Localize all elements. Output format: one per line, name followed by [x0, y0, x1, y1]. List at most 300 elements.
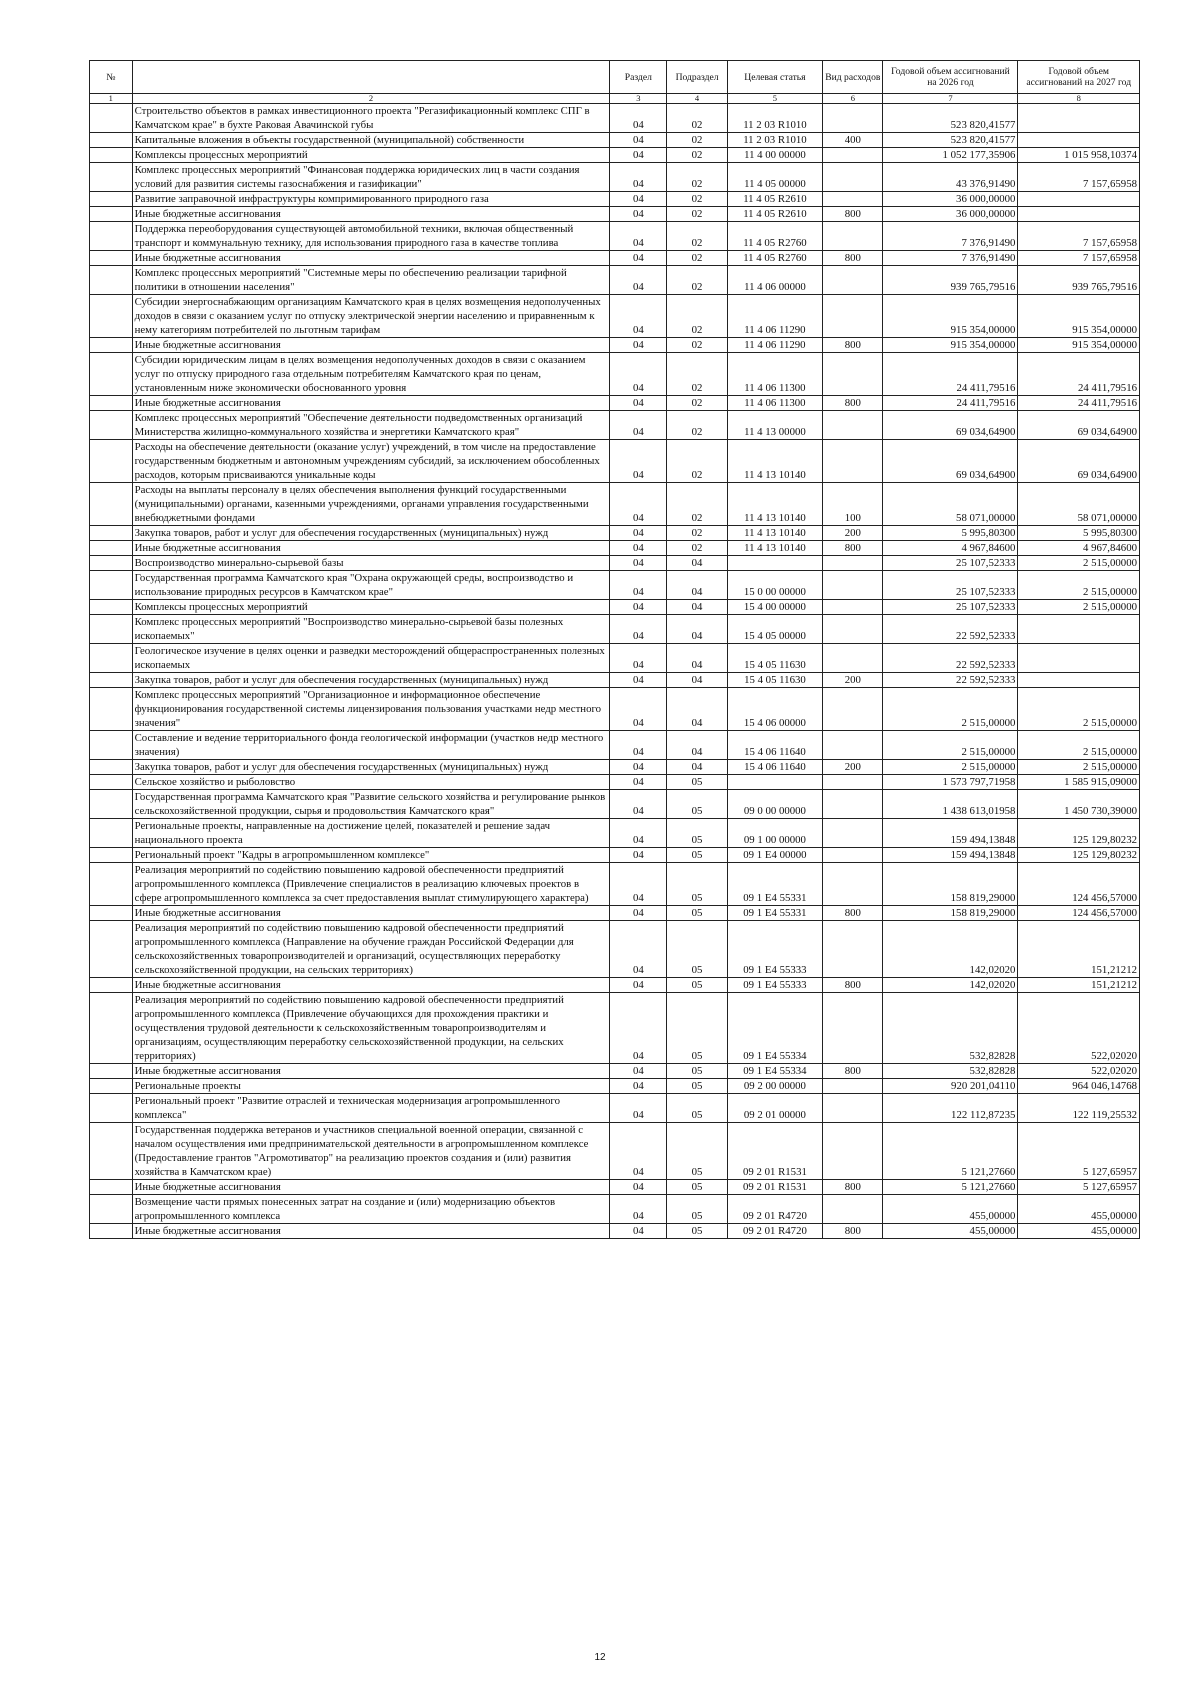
amount-2026: 523 820,41577 — [883, 104, 1018, 133]
amount-2026: 158 819,29000 — [883, 863, 1018, 906]
podrazdel-cell: 02 — [667, 266, 727, 295]
amount-2027: 151,21212 — [1018, 921, 1140, 978]
amount-2027: 24 411,79516 — [1018, 353, 1140, 396]
table-row — [90, 863, 1140, 906]
csr-cell: 09 1 00 00000 — [727, 819, 823, 848]
item-name: Сельское хозяйство и рыболовство — [132, 775, 610, 790]
item-name: Капитальные вложения в объекты государственной (муниципальной) собственности — [132, 133, 610, 148]
row-number-cell — [90, 819, 133, 848]
amount-2027: 5 127,65957 — [1018, 1180, 1140, 1195]
row-number-cell — [90, 338, 133, 353]
podrazdel-cell: 02 — [667, 251, 727, 266]
row-number-cell — [90, 1094, 133, 1123]
amount-2027 — [1018, 673, 1140, 688]
podrazdel-cell: 02 — [667, 148, 727, 163]
table-row — [90, 978, 1140, 993]
amount-2027: 124 456,57000 — [1018, 906, 1140, 921]
razdel-cell: 04 — [610, 1094, 667, 1123]
table-row — [90, 1224, 1140, 1239]
amount-2027: 58 071,00000 — [1018, 483, 1140, 526]
razdel-cell: 04 — [610, 440, 667, 483]
razdel-cell: 04 — [610, 571, 667, 600]
csr-cell: 09 1 E4 00000 — [727, 848, 823, 863]
table-row — [90, 1079, 1140, 1094]
podrazdel-cell: 02 — [667, 440, 727, 483]
header-csr: Целевая статья — [727, 61, 823, 94]
table-row — [90, 222, 1140, 251]
table-row — [90, 133, 1140, 148]
csr-cell — [727, 775, 823, 790]
row-number-cell — [90, 440, 133, 483]
razdel-cell: 04 — [610, 790, 667, 819]
header-2027: Годовой объем ассигнований на 2027 год — [1018, 61, 1140, 94]
amount-2026: 22 592,52333 — [883, 615, 1018, 644]
csr-cell: 15 0 00 00000 — [727, 571, 823, 600]
podrazdel-cell: 04 — [667, 673, 727, 688]
table-row — [90, 396, 1140, 411]
vr-cell — [823, 1079, 883, 1094]
amount-2026: 5 121,27660 — [883, 1180, 1018, 1195]
csr-cell: 09 2 01 R1531 — [727, 1180, 823, 1195]
csr-cell: 11 4 06 11290 — [727, 338, 823, 353]
podrazdel-cell: 05 — [667, 1064, 727, 1079]
column-number: 3 — [610, 94, 667, 104]
razdel-cell: 04 — [610, 295, 667, 338]
amount-2027 — [1018, 615, 1140, 644]
amount-2027: 2 515,00000 — [1018, 571, 1140, 600]
row-number-cell — [90, 863, 133, 906]
podrazdel-cell: 04 — [667, 556, 727, 571]
razdel-cell: 04 — [610, 163, 667, 192]
amount-2027: 2 515,00000 — [1018, 556, 1140, 571]
column-number: 8 — [1018, 94, 1140, 104]
csr-cell: 11 4 05 R2610 — [727, 192, 823, 207]
vr-cell: 800 — [823, 251, 883, 266]
vr-cell — [823, 266, 883, 295]
podrazdel-cell: 02 — [667, 526, 727, 541]
table-row — [90, 644, 1140, 673]
vr-cell — [823, 1123, 883, 1180]
row-number-cell — [90, 688, 133, 731]
amount-2026: 2 515,00000 — [883, 731, 1018, 760]
csr-cell: 11 2 03 R1010 — [727, 104, 823, 133]
amount-2026: 4 967,84600 — [883, 541, 1018, 556]
csr-cell: 11 4 05 R2610 — [727, 207, 823, 222]
item-name: Государственная программа Камчатского края "Развитие сельского хозяйства и регулирование рынков сельскохозяйственной продукции, сырья и продовольствия Камчатского края" — [132, 790, 610, 819]
table-row — [90, 440, 1140, 483]
table-row — [90, 1094, 1140, 1123]
csr-cell: 09 2 01 R4720 — [727, 1195, 823, 1224]
row-number-cell — [90, 526, 133, 541]
table-row — [90, 207, 1140, 222]
vr-cell — [823, 192, 883, 207]
row-number-cell — [90, 600, 133, 615]
amount-2026: 2 515,00000 — [883, 760, 1018, 775]
amount-2027: 2 515,00000 — [1018, 600, 1140, 615]
razdel-cell: 04 — [610, 673, 667, 688]
csr-cell: 11 4 06 11300 — [727, 396, 823, 411]
item-name: Комплексы процессных мероприятий — [132, 148, 610, 163]
amount-2026: 69 034,64900 — [883, 440, 1018, 483]
table-row — [90, 251, 1140, 266]
vr-cell — [823, 615, 883, 644]
row-number-cell — [90, 251, 133, 266]
vr-cell — [823, 353, 883, 396]
razdel-cell: 04 — [610, 993, 667, 1064]
amount-2027: 7 157,65958 — [1018, 222, 1140, 251]
row-number-cell — [90, 295, 133, 338]
item-name: Комплекс процессных мероприятий "Воспроизводство минерально-сырьевой базы полезных ископаемых" — [132, 615, 610, 644]
amount-2026: 1 573 797,71958 — [883, 775, 1018, 790]
header-razdel: Раздел — [610, 61, 667, 94]
item-name: Расходы на обеспечение деятельности (оказание услуг) учреждений, в том числе на предоставление государственным бюджетным и автономным учреждениям субсидий, за исключением обособленных расходов, которым присваиваются уникальные коды — [132, 440, 610, 483]
item-name: Иные бюджетные ассигнования — [132, 396, 610, 411]
vr-cell: 800 — [823, 906, 883, 921]
csr-cell: 11 4 13 10140 — [727, 440, 823, 483]
amount-2027 — [1018, 192, 1140, 207]
csr-cell: 09 2 00 00000 — [727, 1079, 823, 1094]
item-name: Региональный проект "Развитие отраслей и техническая модернизация агропромышленного комплекса" — [132, 1094, 610, 1123]
row-number-cell — [90, 353, 133, 396]
csr-cell: 11 4 05 R2760 — [727, 222, 823, 251]
vr-cell: 200 — [823, 673, 883, 688]
row-number-cell — [90, 163, 133, 192]
table-row — [90, 163, 1140, 192]
page-number: 12 — [594, 1652, 606, 1663]
item-name: Составление и ведение территориального фонда геологической информации (участков недр местного значения) — [132, 731, 610, 760]
vr-cell: 400 — [823, 133, 883, 148]
razdel-cell: 04 — [610, 819, 667, 848]
amount-2027: 964 046,14768 — [1018, 1079, 1140, 1094]
amount-2026: 43 376,91490 — [883, 163, 1018, 192]
vr-cell — [823, 688, 883, 731]
amount-2026: 7 376,91490 — [883, 251, 1018, 266]
amount-2026: 455,00000 — [883, 1224, 1018, 1239]
podrazdel-cell: 05 — [667, 790, 727, 819]
table-row — [90, 526, 1140, 541]
razdel-cell: 04 — [610, 1079, 667, 1094]
amount-2027: 1 015 958,10374 — [1018, 148, 1140, 163]
table-row — [90, 192, 1140, 207]
table-row — [90, 295, 1140, 338]
csr-cell: 15 4 06 00000 — [727, 688, 823, 731]
vr-cell — [823, 863, 883, 906]
amount-2026: 939 765,79516 — [883, 266, 1018, 295]
amount-2027: 522,02020 — [1018, 1064, 1140, 1079]
row-number-cell — [90, 571, 133, 600]
table-row — [90, 411, 1140, 440]
amount-2026: 22 592,52333 — [883, 644, 1018, 673]
amount-2027: 455,00000 — [1018, 1224, 1140, 1239]
razdel-cell: 04 — [610, 921, 667, 978]
item-name: Иные бюджетные ассигнования — [132, 251, 610, 266]
item-name: Региональный проект "Кадры в агропромышленном комплексе" — [132, 848, 610, 863]
table-row — [90, 775, 1140, 790]
item-name: Иные бюджетные ассигнования — [132, 1180, 610, 1195]
header-row — [90, 61, 1140, 94]
amount-2027: 455,00000 — [1018, 1195, 1140, 1224]
podrazdel-cell: 04 — [667, 731, 727, 760]
razdel-cell: 04 — [610, 863, 667, 906]
vr-cell: 800 — [823, 541, 883, 556]
razdel-cell: 04 — [610, 133, 667, 148]
vr-cell: 100 — [823, 483, 883, 526]
item-name: Государственная поддержка ветеранов и участников специальной военной операции, связанной с началом осуществления ими предпринимательской деятельности в агропромышленном комплексе (Предоставление грантов "Агромотиватор" на реализацию проектов создания и (или) развития хозяйства в Камчатском крае) — [132, 1123, 610, 1180]
item-name: Поддержка переоборудования существующей автомобильной техники, включая общественный транспорт и коммунальную технику, для использования природного газа в качестве топлива — [132, 222, 610, 251]
podrazdel-cell: 04 — [667, 644, 727, 673]
row-number-cell — [90, 222, 133, 251]
table-row — [90, 790, 1140, 819]
vr-cell — [823, 411, 883, 440]
item-name: Воспроизводство минерально-сырьевой базы — [132, 556, 610, 571]
item-name: Субсидии энергоснабжающим организациям Камчатского края в целях возмещения недополученных доходов в связи с оказанием услуг по отпуску электрической энергии населению и приравненным к нему категориям потребителей по льготным тарифам — [132, 295, 610, 338]
item-name: Комплекс процессных мероприятий "Системные меры по обеспечению реализации тарифной политики в отношении населения" — [132, 266, 610, 295]
podrazdel-cell: 02 — [667, 222, 727, 251]
razdel-cell: 04 — [610, 251, 667, 266]
vr-cell — [823, 993, 883, 1064]
amount-2027: 522,02020 — [1018, 993, 1140, 1064]
item-name: Иные бюджетные ассигнования — [132, 906, 610, 921]
podrazdel-cell: 05 — [667, 848, 727, 863]
table-row — [90, 556, 1140, 571]
csr-cell: 09 2 01 00000 — [727, 1094, 823, 1123]
csr-cell: 15 4 06 11640 — [727, 731, 823, 760]
row-number-cell — [90, 411, 133, 440]
csr-cell: 11 2 03 R1010 — [727, 133, 823, 148]
item-name: Развитие заправочной инфраструктуры компримированного природного газа — [132, 192, 610, 207]
razdel-cell: 04 — [610, 222, 667, 251]
amount-2027: 122 119,25532 — [1018, 1094, 1140, 1123]
item-name: Возмещение части прямых понесенных затрат на создание и (или) модернизацию объектов агропромышленного комплекса — [132, 1195, 610, 1224]
razdel-cell: 04 — [610, 978, 667, 993]
item-name: Закупка товаров, работ и услуг для обеспечения государственных (муниципальных) нужд — [132, 526, 610, 541]
razdel-cell: 04 — [610, 688, 667, 731]
amount-2027: 125 129,80232 — [1018, 819, 1140, 848]
amount-2027: 24 411,79516 — [1018, 396, 1140, 411]
item-name: Геологическое изучение в целях оценки и разведки месторождений общераспространенных полезных ископаемых — [132, 644, 610, 673]
razdel-cell: 04 — [610, 1224, 667, 1239]
header-podrazdel: Подраздел — [667, 61, 727, 94]
amount-2026: 532,82828 — [883, 993, 1018, 1064]
amount-2027: 7 157,65958 — [1018, 251, 1140, 266]
table-row — [90, 600, 1140, 615]
row-number-cell — [90, 266, 133, 295]
row-number-cell — [90, 906, 133, 921]
razdel-cell: 04 — [610, 556, 667, 571]
amount-2027: 939 765,79516 — [1018, 266, 1140, 295]
amount-2027: 2 515,00000 — [1018, 760, 1140, 775]
csr-cell: 15 4 00 00000 — [727, 600, 823, 615]
podrazdel-cell: 05 — [667, 978, 727, 993]
amount-2027: 1 585 915,09000 — [1018, 775, 1140, 790]
razdel-cell: 04 — [610, 266, 667, 295]
vr-cell — [823, 921, 883, 978]
vr-cell: 800 — [823, 207, 883, 222]
amount-2026: 25 107,52333 — [883, 556, 1018, 571]
csr-cell: 11 4 13 10140 — [727, 541, 823, 556]
amount-2027: 1 450 730,39000 — [1018, 790, 1140, 819]
razdel-cell: 04 — [610, 1195, 667, 1224]
amount-2026: 532,82828 — [883, 1064, 1018, 1079]
podrazdel-cell: 02 — [667, 295, 727, 338]
column-number: 6 — [823, 94, 883, 104]
row-number-cell — [90, 396, 133, 411]
csr-cell: 11 4 05 R2760 — [727, 251, 823, 266]
amount-2027 — [1018, 644, 1140, 673]
podrazdel-cell: 05 — [667, 921, 727, 978]
table-row — [90, 104, 1140, 133]
table-row — [90, 906, 1140, 921]
amount-2026: 25 107,52333 — [883, 600, 1018, 615]
amount-2026: 920 201,04110 — [883, 1079, 1018, 1094]
row-number-cell — [90, 644, 133, 673]
table-row — [90, 1180, 1140, 1195]
podrazdel-cell: 02 — [667, 353, 727, 396]
row-number-cell — [90, 541, 133, 556]
amount-2027: 5 995,80300 — [1018, 526, 1140, 541]
podrazdel-cell: 05 — [667, 993, 727, 1064]
amount-2026: 69 034,64900 — [883, 411, 1018, 440]
amount-2027: 69 034,64900 — [1018, 411, 1140, 440]
row-number-cell — [90, 790, 133, 819]
item-name: Иные бюджетные ассигнования — [132, 541, 610, 556]
podrazdel-cell: 05 — [667, 906, 727, 921]
podrazdel-cell: 02 — [667, 396, 727, 411]
podrazdel-cell: 05 — [667, 1094, 727, 1123]
amount-2027 — [1018, 207, 1140, 222]
amount-2027: 69 034,64900 — [1018, 440, 1140, 483]
vr-cell — [823, 440, 883, 483]
row-number-cell — [90, 192, 133, 207]
amount-2026: 36 000,00000 — [883, 192, 1018, 207]
razdel-cell: 04 — [610, 541, 667, 556]
csr-cell: 15 4 05 11630 — [727, 673, 823, 688]
vr-cell — [823, 1094, 883, 1123]
razdel-cell: 04 — [610, 644, 667, 673]
item-name: Реализация мероприятий по содействию повышению кадровой обеспеченности предприятий агропромышленного комплекса (Направление на обучение граждан Российской Федерации для сельскохозяйственных товаропроизводителей и организаций, осуществляющих переработку сельскохозяйственной продукции, на сельских территориях) — [132, 921, 610, 978]
row-number-cell — [90, 148, 133, 163]
row-number-cell — [90, 978, 133, 993]
item-name: Региональные проекты — [132, 1079, 610, 1094]
row-number-cell — [90, 207, 133, 222]
table-row — [90, 1195, 1140, 1224]
column-number: 5 — [727, 94, 823, 104]
amount-2026: 5 121,27660 — [883, 1123, 1018, 1180]
table-row — [90, 571, 1140, 600]
podrazdel-cell: 05 — [667, 1224, 727, 1239]
header-2026: Годовой объем ассигнований на 2026 год — [883, 61, 1018, 94]
table-row — [90, 615, 1140, 644]
table-row — [90, 921, 1140, 978]
table-row — [90, 338, 1140, 353]
podrazdel-cell: 02 — [667, 163, 727, 192]
vr-cell — [823, 571, 883, 600]
amount-2027: 4 967,84600 — [1018, 541, 1140, 556]
vr-cell — [823, 775, 883, 790]
podrazdel-cell: 05 — [667, 1195, 727, 1224]
vr-cell: 800 — [823, 338, 883, 353]
vr-cell — [823, 295, 883, 338]
item-name: Закупка товаров, работ и услуг для обеспечения государственных (муниципальных) нужд — [132, 760, 610, 775]
razdel-cell: 04 — [610, 906, 667, 921]
row-number-cell — [90, 1224, 133, 1239]
vr-cell — [823, 163, 883, 192]
amount-2026: 2 515,00000 — [883, 688, 1018, 731]
podrazdel-cell: 05 — [667, 1123, 727, 1180]
csr-cell: 11 4 06 00000 — [727, 266, 823, 295]
amount-2027: 2 515,00000 — [1018, 731, 1140, 760]
row-number-cell — [90, 1123, 133, 1180]
razdel-cell: 04 — [610, 207, 667, 222]
csr-cell: 09 1 E4 55333 — [727, 978, 823, 993]
table-row — [90, 1064, 1140, 1079]
table-row — [90, 848, 1140, 863]
amount-2027: 151,21212 — [1018, 978, 1140, 993]
amount-2026: 7 376,91490 — [883, 222, 1018, 251]
amount-2027: 125 129,80232 — [1018, 848, 1140, 863]
vr-cell: 800 — [823, 1224, 883, 1239]
csr-cell — [727, 556, 823, 571]
amount-2026: 1 438 613,01958 — [883, 790, 1018, 819]
podrazdel-cell: 02 — [667, 541, 727, 556]
podrazdel-cell: 02 — [667, 411, 727, 440]
razdel-cell: 04 — [610, 338, 667, 353]
vr-cell: 800 — [823, 978, 883, 993]
vr-cell — [823, 644, 883, 673]
item-name: Реализация мероприятий по содействию повышению кадровой обеспеченности предприятий агропромышленного комплекса (Привлечение обучающихся для прохождения практики и осуществления трудовой деятельности к сельскохозяйственным товаропроизводителям и организациям, осуществляющим переработку сельскохозяйственной продукции, на сельских территориях) — [132, 993, 610, 1064]
row-number-cell — [90, 848, 133, 863]
vr-cell — [823, 148, 883, 163]
podrazdel-cell: 05 — [667, 819, 727, 848]
row-number-cell — [90, 1079, 133, 1094]
item-name: Комплексы процессных мероприятий — [132, 600, 610, 615]
vr-cell: 800 — [823, 1064, 883, 1079]
vr-cell — [823, 556, 883, 571]
amount-2027: 124 456,57000 — [1018, 863, 1140, 906]
row-number-cell — [90, 104, 133, 133]
table-row — [90, 760, 1140, 775]
podrazdel-cell: 05 — [667, 775, 727, 790]
amount-2026: 24 411,79516 — [883, 396, 1018, 411]
podrazdel-cell: 02 — [667, 483, 727, 526]
podrazdel-cell: 04 — [667, 615, 727, 644]
item-name: Закупка товаров, работ и услуг для обеспечения государственных (муниципальных) нужд — [132, 673, 610, 688]
podrazdel-cell: 04 — [667, 571, 727, 600]
item-name: Иные бюджетные ассигнования — [132, 1224, 610, 1239]
razdel-cell: 04 — [610, 192, 667, 207]
podrazdel-cell: 05 — [667, 863, 727, 906]
item-name: Реализация мероприятий по содействию повышению кадровой обеспеченности предприятий агропромышленного комплекса (Привлечение специалистов в реализацию ключевых проектов в сфере агропромышленного комплекса за счет предоставления выплат стимулирующего характера) — [132, 863, 610, 906]
amount-2026: 5 995,80300 — [883, 526, 1018, 541]
vr-cell — [823, 1195, 883, 1224]
vr-cell — [823, 848, 883, 863]
csr-cell: 09 2 01 R4720 — [727, 1224, 823, 1239]
podrazdel-cell: 04 — [667, 600, 727, 615]
razdel-cell: 04 — [610, 600, 667, 615]
header-vr: Вид расходов — [823, 61, 883, 94]
csr-cell: 15 4 06 11640 — [727, 760, 823, 775]
amount-2026: 22 592,52333 — [883, 673, 1018, 688]
csr-cell: 11 4 13 00000 — [727, 411, 823, 440]
razdel-cell: 04 — [610, 1180, 667, 1195]
amount-2027: 915 354,00000 — [1018, 295, 1140, 338]
vr-cell — [823, 104, 883, 133]
column-number: 1 — [90, 94, 133, 104]
csr-cell: 09 0 00 00000 — [727, 790, 823, 819]
podrazdel-cell: 05 — [667, 1079, 727, 1094]
table-row — [90, 731, 1140, 760]
vr-cell — [823, 819, 883, 848]
